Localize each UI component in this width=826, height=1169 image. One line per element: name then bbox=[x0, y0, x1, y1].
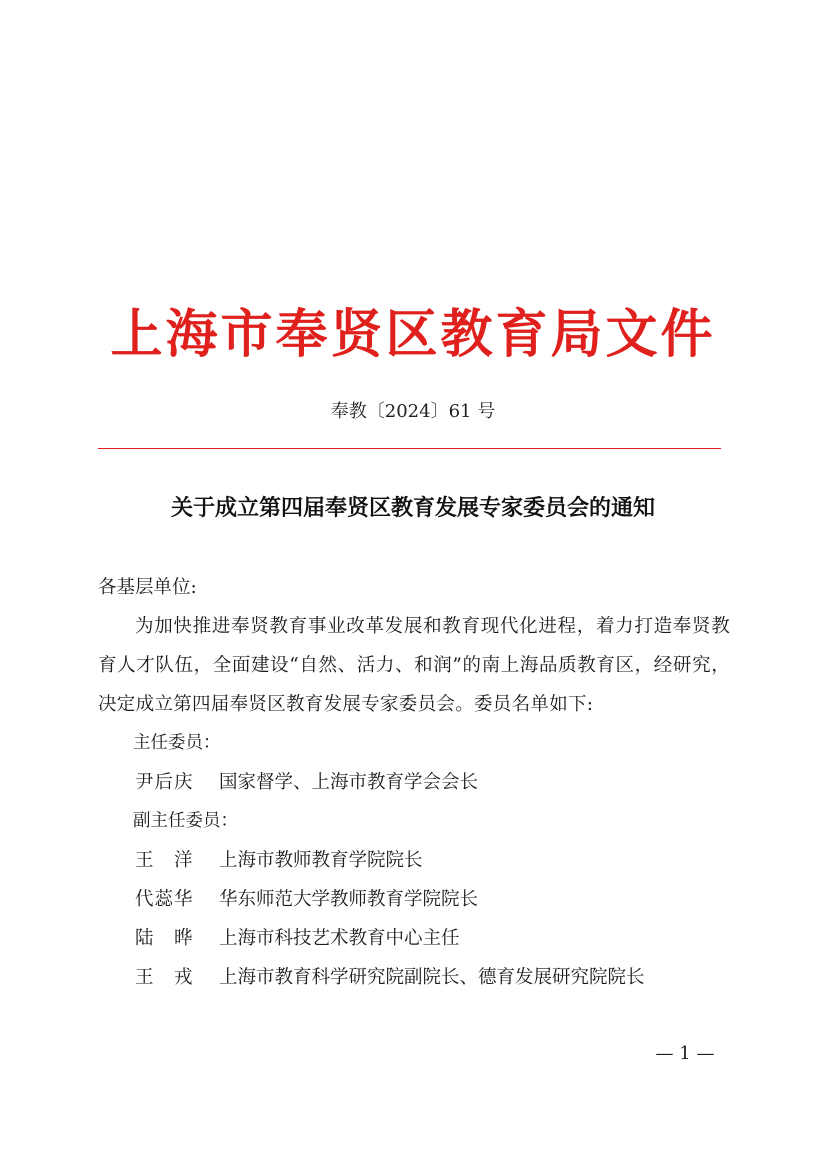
red-separator-line bbox=[98, 448, 721, 449]
member-name: 代蕊华 bbox=[135, 889, 194, 910]
member-title: 上海市教师教育学院院长 bbox=[219, 850, 423, 871]
notice-body bbox=[98, 568, 730, 997]
member-title: 上海市教育科学研究院副院长、德育发展研究院院长 bbox=[219, 967, 645, 988]
page-number: — 1 — bbox=[655, 1043, 715, 1064]
member-row-deputy bbox=[98, 919, 730, 958]
member-row-deputy bbox=[98, 958, 730, 997]
member-title: 华东师范大学教师教育学院院长 bbox=[219, 889, 479, 910]
member-name: 陆 晔 bbox=[135, 928, 194, 949]
member-name: 尹后庆 bbox=[135, 772, 194, 793]
member-row-deputy bbox=[98, 880, 730, 919]
notice-title: 关于成立第四届奉贤区教育发展专家委员会的通知 bbox=[170, 495, 655, 521]
body-paragraph: 为加快推进奉贤教育事业改革发展和教育现代化进程，着力打造奉贤教育人才队伍，全面建设“自然、活力、和润”的南上海品质教育区，经研究，决定成立第四届奉贤区教育发展专家委员会。委员名单如下: bbox=[98, 616, 730, 715]
issuing-agency-title: 上海市奉贤区教育局文件 bbox=[110, 305, 716, 365]
member-name: 王 戎 bbox=[135, 967, 194, 988]
member-title: 国家督学、上海市教育学会会长 bbox=[219, 772, 479, 793]
deputy-section-label: 副主任委员： bbox=[133, 811, 238, 831]
member-row-director bbox=[98, 763, 730, 802]
member-name: 王 洋 bbox=[135, 850, 194, 871]
document-number: 奉教〔2024〕61 号 bbox=[330, 401, 496, 422]
director-section-label: 主任委员： bbox=[133, 733, 221, 753]
salutation: 各基层单位: bbox=[98, 577, 197, 598]
member-row-deputy bbox=[98, 841, 730, 880]
member-title: 上海市科技艺术教育中心主任 bbox=[219, 928, 460, 949]
